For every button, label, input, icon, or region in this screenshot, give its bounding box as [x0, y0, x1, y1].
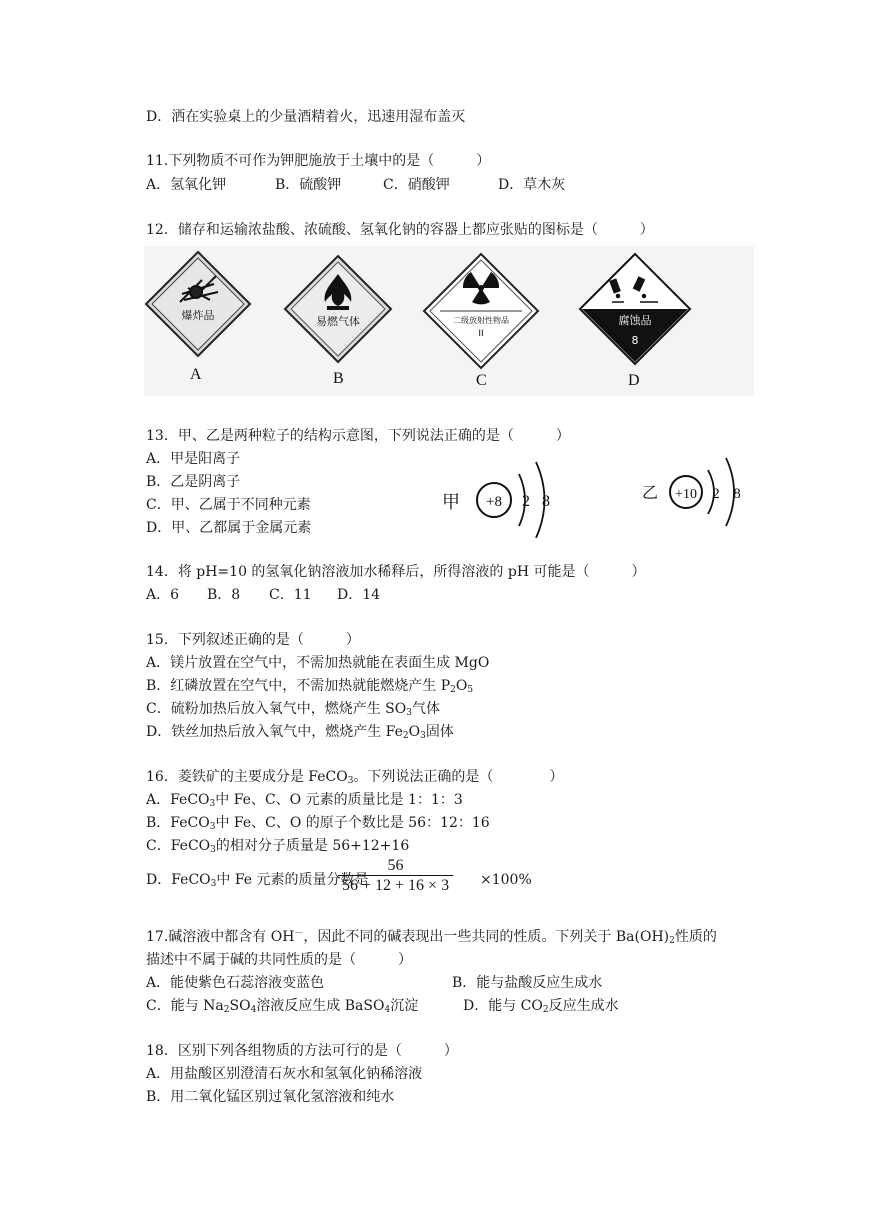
mass-fraction-formula — [338, 857, 453, 895]
hazard-sign-corrosive — [578, 252, 692, 366]
atom-yi-name: 乙 — [642, 483, 659, 502]
nucleus-jia-charge: +8 — [486, 494, 502, 510]
hazard-sign-explosive — [144, 250, 252, 358]
atom-jia-name: 甲 — [442, 492, 460, 513]
hazard-sign-flammable-gas — [283, 254, 393, 364]
sign-d-text: 腐蚀品 — [618, 314, 652, 327]
sign-b-text: 易燃气体 — [316, 315, 360, 328]
q13-option-b: B．乙是阴离子 — [146, 474, 241, 490]
q11-option-b: B．硫酸钾 — [275, 177, 342, 193]
q17-option-d: D．能与 $CO_2$反应生成水 — [463, 998, 619, 1015]
q15-option-c: C．硫粉加热后放入氧气中，燃烧产生 $SO_3$气体 — [146, 701, 440, 718]
q17-option-b: B．能与盐酸反应生成水 — [452, 975, 603, 991]
q18-option-a: A．用盐酸区别澄清石灰水和氢氧化钠稀溶液 — [146, 1066, 423, 1082]
q11-option-a: A．氢氧化钾 — [146, 177, 227, 193]
sign-d-letter: D — [628, 372, 640, 389]
q14-option-c: C．11 — [269, 587, 312, 603]
sign-d-class: 8 — [631, 334, 639, 347]
sign-c-letter: C — [476, 372, 487, 389]
yi-shell-2: 8 — [733, 486, 741, 502]
q11-option-d: D．草木灰 — [498, 177, 566, 193]
nucleus-yi-charge: +10 — [675, 487, 697, 502]
fraction-percent: ×100% — [480, 872, 532, 888]
jia-shell-1: 2 — [522, 493, 530, 510]
q15-option-a: A．镁片放置在空气中，不需加热就能在表面生成 MgO — [146, 655, 490, 671]
q17-option-c: C．能与 $Na_2SO_4$溶液反应生成 BaSO$_4$沉淀 — [146, 998, 419, 1015]
q17-stem-line2: 描述中不属于碱的共同性质的是（ ） — [146, 952, 412, 968]
sign-c-text: 二级放射性物品 — [453, 316, 509, 325]
q15-stem: 15．下列叙述正确的是（ ） — [146, 632, 360, 648]
q12-stem: 12．储存和运输浓盐酸、浓硫酸、氢氧化钠的容器上都应张贴的图标是（ ） — [146, 222, 654, 238]
q15-option-d: D．铁丝加热后放入氧气中，燃烧产生 $Fe_2O_3$固体 — [146, 724, 454, 741]
q16-stem: 16．菱铁矿的主要成分是 FeCO$_3$。下列说法正确的是（ ） — [146, 769, 564, 786]
q16-option-a: A．FeCO$_3$中 Fe、C、O 元素的质量比是 1：1：3 — [146, 792, 463, 809]
q18-option-b: B．用二氧化锰区别过氧化氢溶液和纯水 — [146, 1089, 395, 1105]
atom-diagram-jia — [440, 454, 590, 538]
hazard-sign-radioactive — [422, 252, 540, 370]
sign-b-letter: B — [333, 370, 344, 387]
q11-option-c: C．硝酸钾 — [383, 177, 450, 193]
atom-diagram-yi — [640, 452, 755, 532]
q17-option-a: A．能使紫色石蕊溶液变蓝色 — [146, 975, 325, 991]
q16-option-b: B．FeCO$_3$中 Fe、C、O 的原子个数比是 56：12：16 — [146, 815, 490, 832]
q14-option-a: A．6 — [146, 587, 180, 603]
q11-stem: 11.下列物质不可作为钾肥施放于土壤中的是（ ） — [146, 153, 491, 169]
prev-option-d: D．洒在实验桌上的少量酒精着火，迅速用湿布盖灭 — [146, 109, 466, 125]
sign-c-class: II — [478, 329, 484, 339]
q15-option-b: B．红磷放置在空气中，不需加热就能燃烧产生 $P_2O_5$ — [146, 678, 474, 695]
fraction-numerator: 56 — [387, 857, 404, 874]
q16-option-d: D．FeCO$_3$中 Fe 元素的质量分数是 — [146, 872, 369, 889]
q13-option-a: A．甲是阳离子 — [146, 451, 241, 467]
q13-option-d: D．甲、乙都属于金属元素 — [146, 520, 312, 536]
q17-stem-line1: 17.碱溶液中都含有 OH－，因此不同的碱表现出一些共同的性质。下列关于 $Ba(OH)_2$性质的 — [146, 929, 717, 946]
fraction-denominator: 56 + 12 + 16 × 3 — [338, 875, 453, 895]
q14-option-b: B．8 — [207, 587, 241, 603]
q13-option-c: C．甲、乙属于不同种元素 — [146, 497, 311, 513]
sign-a-letter: A — [190, 366, 202, 383]
q14-stem: 14．将 pH=10 的氢氧化钠溶液加水稀释后，所得溶液的 pH 可能是（ ） — [146, 564, 646, 580]
q18-stem: 18．区别下列各组物质的方法可行的是（ ） — [146, 1043, 458, 1059]
sign-a-text: 爆炸品 — [181, 309, 215, 322]
yi-shell-1: 2 — [712, 486, 720, 502]
jia-shell-2: 8 — [542, 493, 550, 510]
q13-stem: 13．甲、乙是两种粒子的结构示意图，下列说法正确的是（ ） — [146, 428, 570, 444]
q14-option-d: D．14 — [337, 587, 381, 603]
q16-option-c: C．FeCO$_3$的相对分子质量是 56+12+16 — [146, 838, 410, 855]
